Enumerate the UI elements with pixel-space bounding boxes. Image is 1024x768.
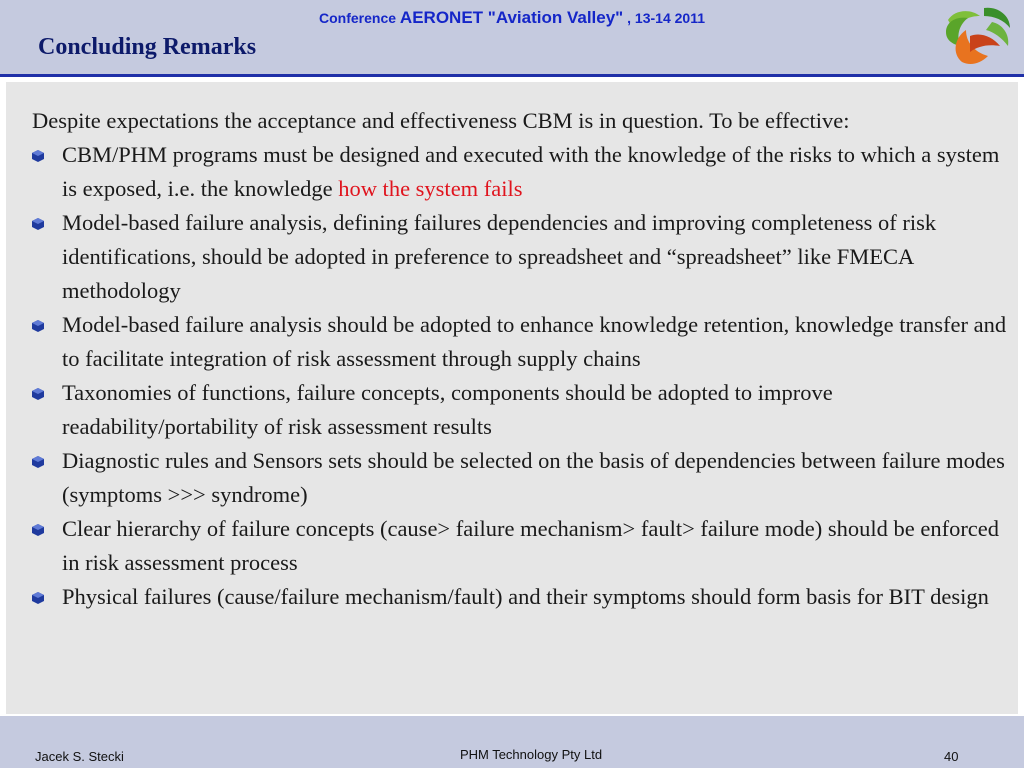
bullet-text: CBM/PHM programs must be designed and executed with the knowledge of the risks to which a system is exposed, i.e. the knowledge: [62, 142, 1000, 201]
bullet-icon: [32, 456, 44, 468]
bullet-item: [32, 580, 1007, 614]
bullet-item: [32, 206, 1007, 308]
bullet-text: Taxonomies of functions, failure concepts, components should be adopted to improve readability/portability of risk assessment results: [62, 380, 833, 439]
bullet-icon: [32, 524, 44, 536]
footer-company: PHM Technology Pty Ltd: [459, 747, 603, 762]
bullet-icon: [32, 320, 44, 332]
bullet-item: [32, 308, 1007, 376]
logo-icon: [940, 2, 1016, 72]
slide-body: [32, 104, 1007, 614]
bullet-item: [32, 512, 1007, 580]
bullet-text: Diagnostic rules and Sensors sets should be selected on the basis of dependencies between failure modes (symptoms >>> syndrome): [62, 448, 1005, 507]
bullet-text: Clear hierarchy of failure concepts (cause> failure mechanism> fault> failure mode) should be enforced in risk assessment process: [62, 516, 1000, 575]
bullet-text: Physical failures (cause/failure mechanism/fault) and their symptoms should form basis for BIT design: [62, 584, 989, 609]
bullet-list: [32, 138, 1007, 614]
conference-dates: , 13-14 2011: [627, 10, 705, 26]
conference-prefix: Conference: [319, 10, 397, 26]
header-divider: [0, 74, 1024, 77]
intro-paragraph: Despite expectations the acceptance and effectiveness CBM is in question. To be effective:: [32, 108, 850, 133]
footer-author: Jacek S. Stecki: [35, 749, 124, 764]
bullet-icon: [32, 592, 44, 604]
slide-title: Concluding Remarks: [38, 34, 257, 60]
bullet-item: [32, 444, 1007, 512]
slide-footer: [0, 716, 1024, 768]
page-number: 40: [944, 749, 959, 764]
bullet-text: Model-based failure analysis should be adopted to enhance knowledge retention, knowledge transfer and to facilitate integration of risk assessment through supply chains: [62, 312, 1007, 371]
bullet-icon: [32, 388, 44, 400]
conference-banner: [0, 8, 1024, 28]
bullet-item: [32, 376, 1007, 444]
conference-name: AERONET "Aviation Valley": [399, 8, 624, 27]
bullet-highlight: how the system fails: [338, 176, 523, 201]
bullet-icon: [32, 150, 44, 162]
bullet-icon: [32, 218, 44, 230]
bullet-item: [32, 138, 1007, 206]
bullet-text: Model-based failure analysis, defining failures dependencies and improving completeness of risk identifications, should be adopted in preference to spreadsheet and “spreadsheet” like FMECA methodology: [62, 210, 937, 303]
